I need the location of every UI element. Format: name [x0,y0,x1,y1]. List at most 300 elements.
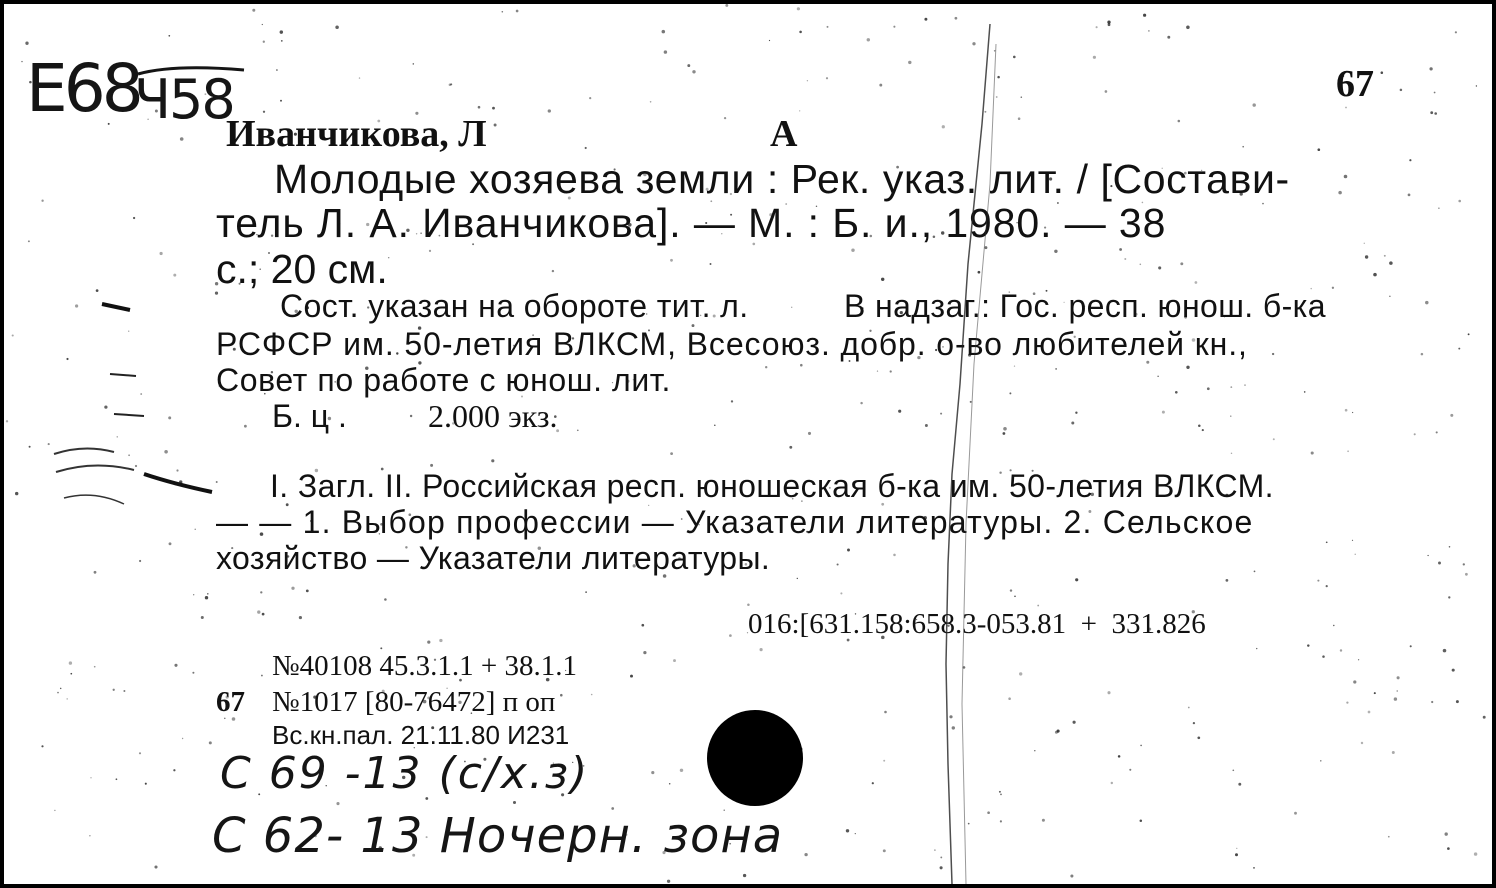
speckle-dot [1452,669,1455,672]
speckle-dot [1071,422,1074,425]
speckle-dot [1140,745,1142,747]
speckle-dot [41,200,43,202]
speckle-dot [808,432,811,435]
speckle-dot [193,594,194,595]
speckle-dot [94,666,96,668]
speckle-dot [867,38,870,41]
speckle-dot [807,80,808,81]
speckle-dot [262,613,265,616]
speckle-dot [1143,14,1146,17]
speckle-dot [714,424,716,426]
tracing-line-3: Вс.кн.пал. 21.11.80 И231 [272,720,570,750]
speckle-dot [1235,853,1238,856]
speckle-dot [1425,301,1428,304]
handwritten-overline [134,62,254,82]
speckle-dot [384,598,387,601]
speckle-dot [881,278,884,281]
speckle-dot [502,11,504,13]
speckle-dot [1408,194,1411,197]
speckle-dot [890,370,892,372]
speckle-dot [25,42,28,45]
speckle-dot [769,40,770,41]
speckle-dot [28,240,30,242]
speckle-dot [154,865,157,868]
speckle-dot [1075,578,1078,581]
speckle-dot [449,84,452,87]
speckle-dot [1429,67,1432,70]
speckle-dot [552,270,554,272]
speckle-dot [1320,760,1321,761]
speckle-dot [1242,146,1244,148]
speckle-dot [1107,21,1110,24]
speckle-dot [427,640,430,643]
speckle-dot [410,415,412,417]
speckle-dot [797,7,800,10]
card-number: 67 [1336,63,1374,105]
speckle-dot [280,100,282,102]
note-line-1a: Сост. указан на обороте тит. л. [280,288,749,324]
speckle-dot [261,675,263,677]
title-line-3: с.; 20 см. [216,246,388,292]
speckle-dot [651,771,654,774]
speckle-dot [209,741,212,744]
speckle-dot [413,63,415,65]
speckle-dot [1140,264,1142,266]
speckle-dot [847,549,850,552]
speckle-dot [855,833,856,834]
speckle-dot [66,698,68,700]
speckle-dot [1409,159,1411,161]
speckle-dot [1434,112,1437,115]
speckle-dot [1140,820,1143,823]
speckle-dot [21,61,22,62]
speckle-dot [439,639,442,642]
speckle-dot [1186,26,1190,30]
speckle-dot [826,77,828,79]
speckle-dot [1361,742,1363,744]
speckle-dot [94,571,97,574]
speckle-dot [1188,707,1190,709]
speckle-dot [1364,243,1365,244]
catalog-card [4,4,1492,884]
speckle-dot [1162,411,1165,414]
speckle-dot [257,610,260,613]
speckle-dot [478,106,481,109]
speckle-dot [1178,120,1181,123]
speckle-dot [207,593,208,594]
speckle-dot [173,769,175,771]
speckle-dot [1345,107,1347,109]
speckle-dot [1476,85,1477,86]
tracing-line-1: №40108 45.3.1.1 + 38.1.1 [272,650,578,682]
speckle-dot [1474,852,1477,855]
speckle-dot [1445,832,1448,835]
speckle-dot [1389,296,1390,297]
speckle-dot [6,420,8,422]
speckle-dot [680,769,683,772]
author-heading: Иванчикова, Л [226,113,487,155]
speckle-dot [159,252,162,255]
speckle-dot [1338,191,1342,195]
speckle-dot [1397,676,1400,679]
speckle-dot [731,400,733,402]
speckle-dot [1236,848,1237,849]
speckle-dot [1195,281,1198,284]
speckle-dot [1230,415,1231,416]
speckle-dot [1450,414,1453,417]
speckle-dot [1317,580,1319,582]
speckle-dot [15,492,18,495]
speckle-dot [548,109,551,112]
speckle-dot [205,596,208,599]
speckle-dot [70,673,72,675]
speckle-dot [1055,368,1057,370]
speckle-dot [57,692,59,694]
speckle-dot [743,874,746,877]
speckle-dot [1307,644,1309,646]
speckle-dot [174,664,177,667]
speckle-dot [1431,701,1433,703]
speckle-dot [664,50,667,53]
speckle-dot [877,370,878,371]
speckle-dot [747,603,750,606]
speckle-dot [60,688,62,690]
speckle-dot [662,30,666,33]
speckle-dot [1368,711,1371,714]
speckle-dot [1414,433,1416,435]
speckle-dot [585,147,587,149]
speckle-dot [513,801,516,804]
speckle-dot [1326,541,1328,543]
speckle-dot [1389,261,1393,265]
speckle-dot [883,849,886,852]
speckle-dot [1186,366,1189,369]
speckle-dot [1346,701,1348,703]
speckle-dot [1465,573,1468,576]
speckle-dot [1272,353,1274,355]
speckle-dot [1373,273,1377,277]
udc-code: 016:[631.158:658.3-053.81 + 331.826 [748,608,1206,640]
speckle-dot [760,648,763,651]
speckle-dot [276,69,278,71]
speckle-dot [29,446,31,448]
speckle-dot [1157,376,1158,377]
speckle-dot [1352,540,1353,541]
speckle-dot [299,616,302,619]
speckle-dot [893,26,895,28]
speckle-dot [41,745,43,747]
speckle-dot [182,738,183,739]
speckle-dot [1226,579,1229,582]
speckle-dot [1034,750,1035,751]
speckle-dot [1254,571,1256,573]
subject-line-2: — — 1. Выбор профессии — Указатели литературы. 2. Сельское [216,504,1254,540]
speckle-dot [1108,23,1111,26]
speckle-dot [1434,92,1436,94]
speckle-dot [280,30,283,33]
speckle-dot [1430,111,1433,114]
speckle-dot [388,257,389,258]
speckle-dot [577,429,579,431]
speckle-dot [1042,819,1045,822]
speckle-dot [1421,353,1424,356]
speckle-dot [69,661,72,664]
speckle-dot [1438,208,1439,209]
speckle-dot [201,616,204,619]
crease-line [904,4,1024,884]
speckle-dot [585,591,587,593]
speckle-dot [1326,585,1328,587]
handwritten-call-mark-1: Е68 [26,50,140,127]
speckle-dot [729,634,732,637]
speckle-dot [180,137,184,141]
speckle-dot [1427,555,1428,556]
speckle-dot [1158,266,1161,269]
speckle-dot [1129,769,1131,771]
speckle-dot [116,778,118,780]
speckle-dot [687,64,690,67]
subject-line-1: I. Загл. II. Российская респ. юношеская б-ка им. 50-летия ВЛКСМ. [270,468,1274,504]
speckle-dot [1392,751,1395,754]
speckle-dot [429,250,431,252]
speckle-dot [765,366,767,368]
speckle-dot [1438,562,1441,565]
speckle-dot [1197,736,1200,739]
speckle-dot [335,25,339,29]
speckle-dot [1244,384,1246,386]
speckle-dot [1107,691,1110,694]
speckle-dot [90,777,91,778]
speckle-dot [12,334,14,336]
speckle-dot [872,782,874,784]
speckle-dot [1447,847,1450,850]
speckle-dot [244,425,247,428]
speckle-dot [1054,250,1057,253]
note-line-1b: В надзаг.: Гос. респ. юнош. б-ка [844,288,1326,324]
speckle-dot [1111,782,1113,784]
speckle-dot [1262,203,1264,205]
speckle-dot [1238,783,1241,786]
speckle-dot [1397,690,1398,691]
price-label: Б. ц . [272,398,347,434]
speckle-dot [260,591,262,593]
speckle-dot [1232,769,1234,771]
speckle-dot [1468,333,1470,335]
speckle-dot [1353,680,1356,683]
speckle-dot [846,829,849,832]
speckle-dot [1365,255,1368,258]
speckle-dot [724,117,726,119]
speckle-dot [1345,409,1348,412]
speckle-dot [860,402,862,404]
left-edge-smudges [44,284,224,564]
speckle-dot [650,101,652,103]
speckle-dot [1256,648,1257,649]
speckle-dot [799,31,802,34]
speckle-dot [1093,56,1096,59]
speckle-dot [791,307,792,308]
print-run: 2.000 экз. [428,398,558,434]
speckle-dot [837,563,839,565]
speckle-dot [1448,596,1450,598]
speckle-dot [692,70,695,73]
speckle-dot [359,77,360,78]
note-line-2: РСФСР им. 50-летия ВЛКСМ, Всесоюз. добр. о-во любителей кн., [216,326,1248,362]
speckle-dot [883,760,885,762]
speckle-dot [1483,716,1486,719]
speckle-dot [1355,554,1356,555]
speckle-dot [1347,450,1349,452]
speckle-dot [1458,348,1460,350]
speckle-dot [133,217,135,219]
speckle-dot [1456,700,1459,703]
speckle-dot [669,783,671,785]
speckle-dot [1037,605,1039,607]
speckle-dot [673,659,676,662]
speckle-dot [192,672,194,674]
title-line-1: Молодые хозяева земли : Рек. указ. лит. / [Состави- [274,156,1290,202]
speckle-dot [492,107,495,110]
speckle-dot [1381,71,1384,74]
speckle-dot [1231,453,1232,454]
speckle-dot [1252,103,1255,106]
speckle-dot [1458,200,1461,203]
speckle-dot [252,9,255,12]
speckle-dot [1075,412,1077,414]
tracing-line-2-number: 67 [216,686,245,718]
speckle-dot [1388,836,1390,838]
speckle-dot [840,592,842,594]
note-line-3: Совет по работе с юнош. лит. [216,362,672,398]
speckle-dot [262,24,263,25]
speckle-dot [797,578,798,579]
speckle-dot [1384,255,1386,257]
speckle-dot [1057,730,1060,733]
punch-hole [707,710,803,806]
speckle-dot [804,853,807,856]
speckle-dot [1207,387,1210,390]
handwritten-call-mark-2: Ч58 [134,68,234,131]
speckle-dot [667,880,670,883]
speckle-dot [589,97,591,99]
speckle-dot [1332,287,1334,289]
speckle-dot [1167,36,1170,39]
speckle-dot [1340,649,1342,651]
speckle-dot [1311,451,1314,454]
title-line-2: тель Л. А. Иванчикова]. — М. : Б. и., 1980. — 38 [216,200,1167,246]
speckle-dot [1436,431,1438,433]
speckle-dot [145,783,147,785]
speckle-dot [893,554,896,557]
speckle-dot [1374,692,1376,694]
speckle-dot [1449,546,1451,548]
speckle-dot [1394,697,1397,700]
speckle-dot [263,41,265,43]
speckle-dot [591,694,593,696]
speckle-dot [1322,655,1325,658]
speckle-dot [89,835,90,836]
speckle-dot [710,263,712,265]
speckle-dot [851,248,854,251]
speckle-dot [113,689,115,691]
speckle-dot [560,694,563,697]
speckle-dot [1344,175,1348,179]
speckle-dot [1410,645,1412,647]
speckle-dot [54,810,55,811]
speckle-dot [1358,659,1359,660]
speckle-dot [291,587,294,590]
speckle-dot [173,274,176,277]
speckle-dot [1253,867,1255,869]
speckle-dot [799,110,800,111]
speckle-dot [1073,721,1076,724]
speckle-dot [1119,248,1122,251]
speckle-dot [494,124,497,127]
speckle-dot [1304,391,1306,393]
speckle-dot [1096,26,1098,28]
speckle-dot [336,802,339,805]
speckle-dot [670,452,673,455]
speckle-dot [1352,412,1353,413]
subject-line-3: хозяйство — Указатели литературы. [216,540,771,576]
speckle-dot [1124,258,1126,260]
speckle-dot [380,647,382,649]
speckle-dot [516,10,519,13]
tracing-line-2: №1017 [80-76472] п оп [272,686,556,718]
speckle-dot [1463,563,1465,565]
speckle-dot [1118,755,1121,758]
speckle-dot [1105,90,1108,93]
speckle-dot [1333,625,1334,626]
speckle-dot [827,26,829,28]
speckle-dot [670,259,673,262]
speckle-dot [281,40,283,42]
speckle-dot [1455,31,1457,33]
speckle-dot [1175,391,1178,394]
speckle-dot [1443,649,1447,653]
speckle-dot [306,590,309,593]
speckle-dot [898,410,901,413]
speckle-dot [1400,89,1403,92]
speckle-dot [1070,874,1073,877]
speckle-dot [123,690,125,692]
speckle-dot [879,84,882,87]
author-heading-letter: А [770,113,798,155]
speckle-dot [139,752,141,754]
speckle-dot [1193,722,1195,724]
speckle-dot [1273,438,1275,440]
handwritten-shelf-note-2: С 62- 13 Hочерн. зона [212,808,784,864]
speckle-dot [1198,425,1201,428]
speckle-dot [641,624,644,627]
handwritten-shelf-note-1: С 69 -13 (с/х.з) [220,748,590,799]
speckle-dot [1202,429,1204,431]
speckle-dot [491,459,494,462]
speckle-dot [643,651,646,654]
speckle-dot [725,4,728,7]
speckle-dot [1148,30,1150,32]
speckle-dot [630,675,633,678]
speckle-dot [1180,262,1183,265]
speckle-dot [1230,386,1232,388]
speckle-dot [800,364,803,367]
speckle-dot [789,446,792,449]
speckle-dot [1294,812,1297,815]
speckle-dot [884,711,887,714]
speckle-dot [1317,148,1320,151]
speckle-dot [168,35,170,37]
speckle-dot [430,464,433,467]
